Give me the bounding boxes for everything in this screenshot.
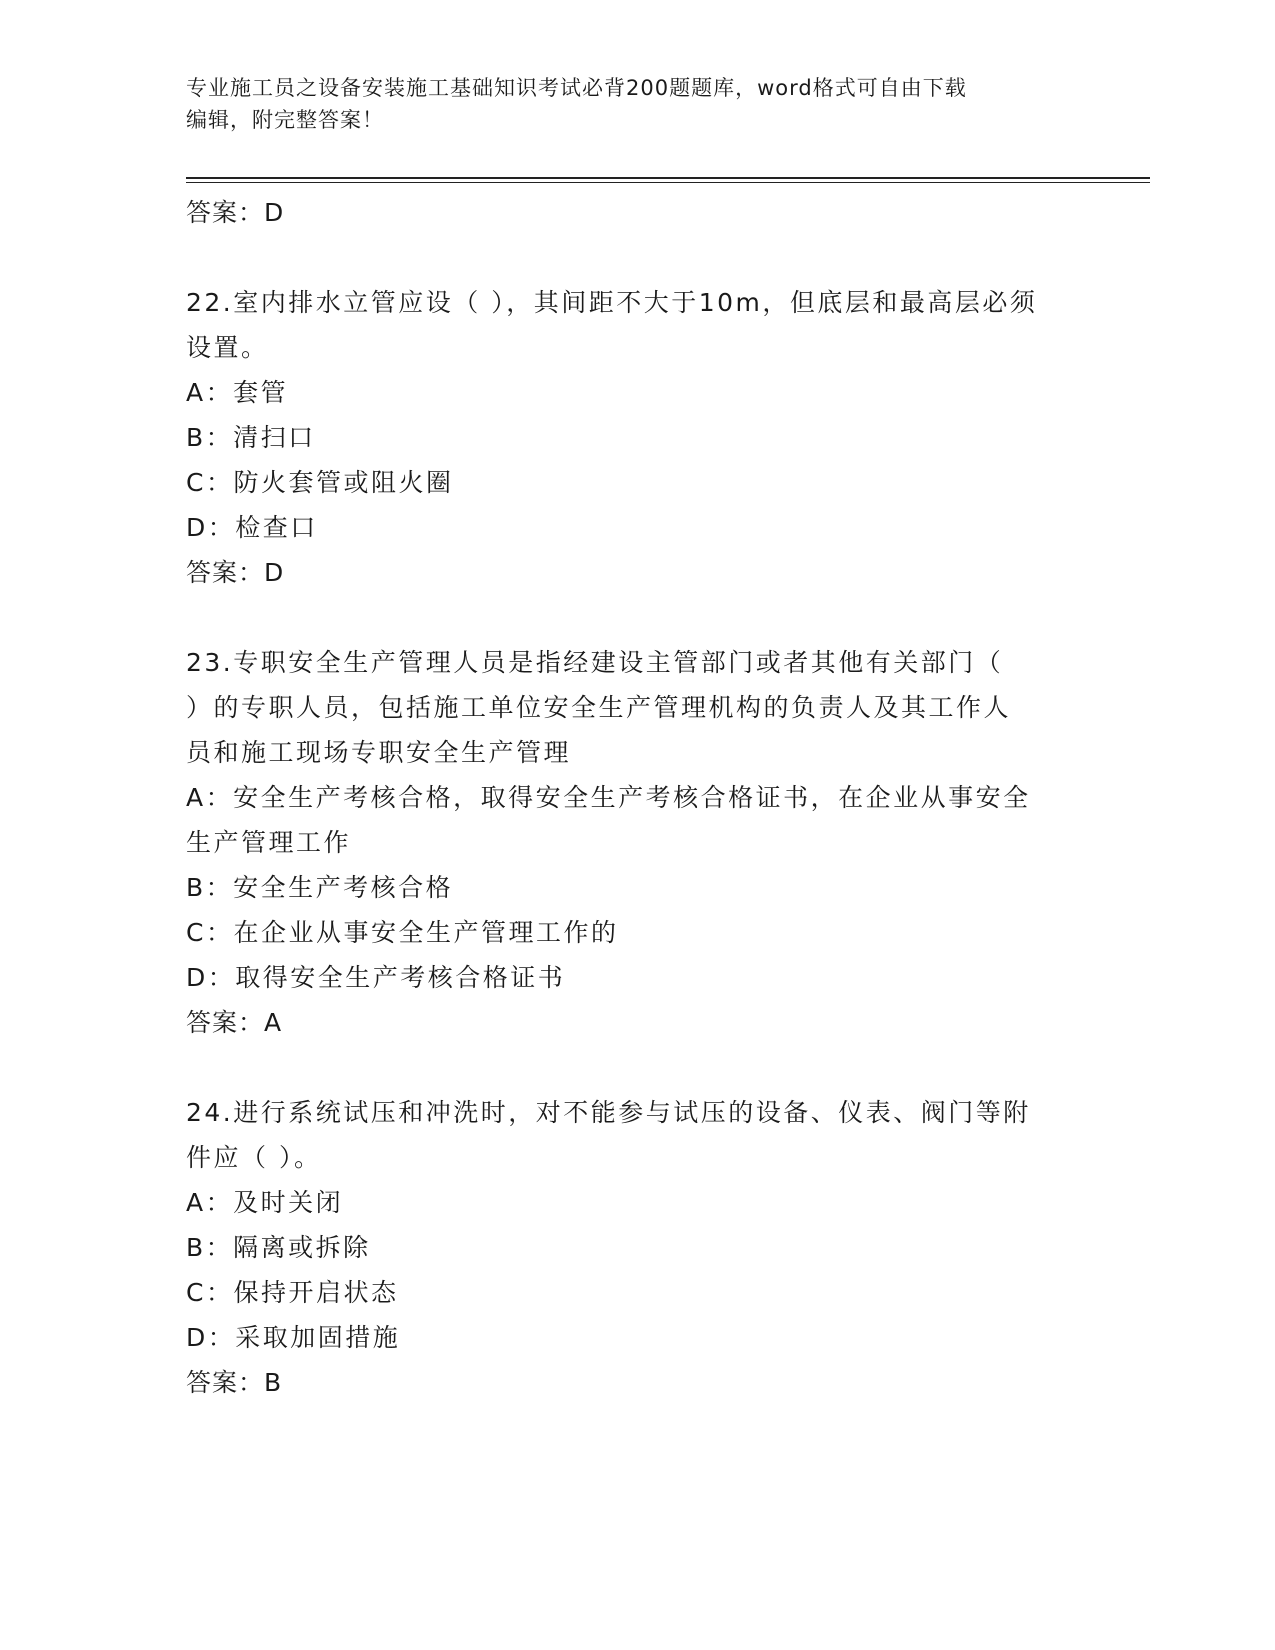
header-line-2: 编辑，附完整答案！ xyxy=(186,108,384,132)
question-list xyxy=(186,190,1086,1405)
question-stem-line: 件应（ ）。 xyxy=(186,1143,322,1172)
question-24 xyxy=(186,1090,1086,1405)
answer: 答案：D xyxy=(186,558,285,587)
option-d: D：采取加固措施 xyxy=(186,1323,401,1352)
answer: 答案：A xyxy=(186,1008,283,1037)
previous-answer: 答案：D xyxy=(186,198,285,227)
question-stem-line: 设置。 xyxy=(186,333,269,362)
option-b: B：安全生产考核合格 xyxy=(186,873,454,902)
question-23 xyxy=(186,640,1086,1045)
option-a: A：及时关闭 xyxy=(186,1188,344,1217)
question-stem-line: 22.室内排水立管应设（ ），其间距不大于10m，但底层和最高层必须 xyxy=(186,288,1038,317)
question-stem-line: 员和施工现场专职安全生产管理 xyxy=(186,738,572,767)
document-header xyxy=(186,72,1066,136)
question-stem-line: ）的专职人员，包括施工单位安全生产管理机构的负责人及其工作人 xyxy=(186,693,1012,722)
option-d: D：取得安全生产考核合格证书 xyxy=(186,963,566,992)
option-c: C：防火套管或阻火圈 xyxy=(186,468,454,497)
option-b: B：清扫口 xyxy=(186,423,316,452)
question-stem-line: 24.进行系统试压和冲洗时，对不能参与试压的设备、仪表、阀门等附 xyxy=(186,1098,1031,1127)
option-b: B：隔离或拆除 xyxy=(186,1233,371,1262)
option-d: D：检查口 xyxy=(186,513,318,542)
question-stem-line: 23.专职安全生产管理人员是指经建设主管部门或者其他有关部门（ xyxy=(186,648,1004,677)
header-rule xyxy=(186,177,1150,179)
header-line-1: 专业施工员之设备安装施工基础知识考试必背200题题库，word格式可自由下载 xyxy=(186,76,967,100)
header-rule-thin xyxy=(186,182,1150,183)
option-c: C：保持开启状态 xyxy=(186,1278,399,1307)
option-c: C：在企业从事安全生产管理工作的 xyxy=(186,918,619,947)
option-a-continued: 生产管理工作 xyxy=(186,828,352,857)
answer: 答案：B xyxy=(186,1368,283,1397)
option-a: A：套管 xyxy=(186,378,289,407)
option-a: A：安全生产考核合格，取得安全生产考核合格证书，在企业从事安全 xyxy=(186,783,1031,812)
question-22 xyxy=(186,280,1086,595)
